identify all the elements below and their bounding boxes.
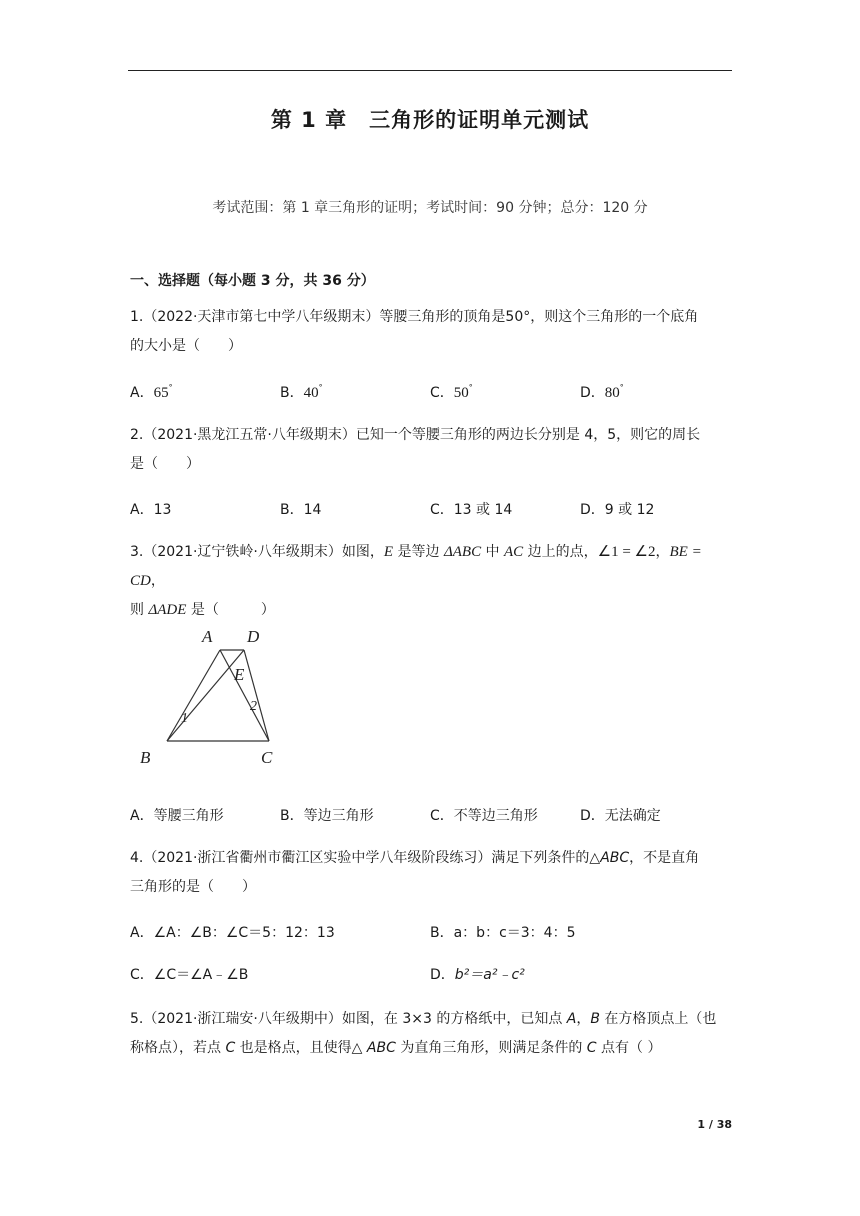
section-heading: 一、选择题（每小题 3 分，共 36 分） — [130, 273, 375, 289]
question-5-line1: 5.（2021·浙江瑞安·八年级期中）如图，在 3×3 的方格纸中，已知点 A，B 在方格顶点上（也 — [130, 1011, 717, 1027]
label-d: D — [247, 627, 260, 646]
label-c: C — [261, 748, 273, 767]
q3-option-b[interactable]: B．等边三角形 — [280, 808, 374, 824]
label-b: B — [140, 748, 151, 767]
q1-option-c[interactable]: C．50° — [430, 383, 473, 401]
q4-option-d[interactable]: D．b²＝a²﹣c² — [430, 967, 525, 983]
q3-option-d[interactable]: D．无法确定 — [580, 808, 661, 824]
question-3-line1: 3.（2021·辽宁铁岭·八年级期末）如图，E 是等边 ΔABC 中 AC 边上的点，∠1 = ∠2，BE = CD， — [130, 544, 702, 589]
question-5-line2: 称格点），若点 C 也是格点，且使得△ ABC 为直角三角形，则满足条件的 C 点有（ ） — [130, 1040, 662, 1056]
q1-option-b[interactable]: B．40° — [280, 383, 323, 401]
question-3-stem — [130, 538, 732, 625]
page-number: 1 / 38 — [697, 1118, 732, 1131]
exam-info: 考试范围：第 1 章三角形的证明；考试时间：90 分钟；总分：120 分 — [212, 200, 648, 216]
question-2-line2: 是（ ） — [130, 456, 200, 472]
segment-ac — [220, 650, 269, 741]
question-1-line1: 1.（2022·天津市第七中学八年级期末）等腰三角形的顶角是50°，则这个三角形的一个底角 — [130, 309, 699, 325]
question-2-stem — [130, 421, 732, 479]
header-rule — [128, 70, 732, 71]
q2-option-d[interactable]: D．9 或 12 — [580, 502, 655, 518]
label-a: A — [202, 627, 213, 646]
segment-ba — [167, 650, 220, 741]
segment-bd — [167, 650, 244, 741]
label-angle-2: 2 — [250, 699, 257, 714]
question-4-line2: 三角形的是（ ） — [130, 879, 256, 895]
page-title — [0, 104, 860, 134]
title-chapter: 第 1 章 — [270, 108, 348, 132]
question-1-line2: 的大小是（ ） — [130, 338, 242, 354]
question-2-line1: 2.（2021·黑龙江五常·八年级期末）已知一个等腰三角形的两边长分别是 4，5，则它的周长 — [130, 427, 701, 443]
q2-option-b[interactable]: B．14 — [280, 502, 322, 518]
label-e: E — [234, 665, 245, 684]
q4-option-a[interactable]: A．∠A：∠B：∠C＝5：12：13 — [130, 925, 335, 941]
q2-option-a[interactable]: A．13 — [130, 502, 172, 518]
question-4-line1: 4.（2021·浙江省衢州市衢江区实验中学八年级阶段练习）满足下列条件的△ABC，不是直角 — [130, 850, 700, 866]
question-1-stem — [130, 303, 732, 361]
q3-option-c[interactable]: C．不等边三角形 — [430, 808, 538, 824]
q1-option-a[interactable]: A．65° — [130, 383, 173, 401]
question-4-stem — [130, 844, 732, 902]
question-3-line2: 则 ΔADE 是（ ） — [130, 602, 275, 618]
triangle-figure — [130, 622, 300, 772]
label-angle-1: 1 — [181, 711, 188, 726]
q3-option-a[interactable]: A．等腰三角形 — [130, 808, 224, 824]
q4-option-b[interactable]: B．a：b：c＝3：4：5 — [430, 925, 576, 941]
q4-option-c[interactable]: C．∠C＝∠A﹣∠B — [130, 967, 249, 983]
q1-option-d[interactable]: D．80° — [580, 383, 624, 401]
q2-option-c[interactable]: C．13 或 14 — [430, 502, 513, 518]
segment-dc — [244, 650, 269, 741]
title-name: 三角形的证明单元测试 — [369, 108, 590, 132]
question-5-stem — [130, 1005, 732, 1063]
